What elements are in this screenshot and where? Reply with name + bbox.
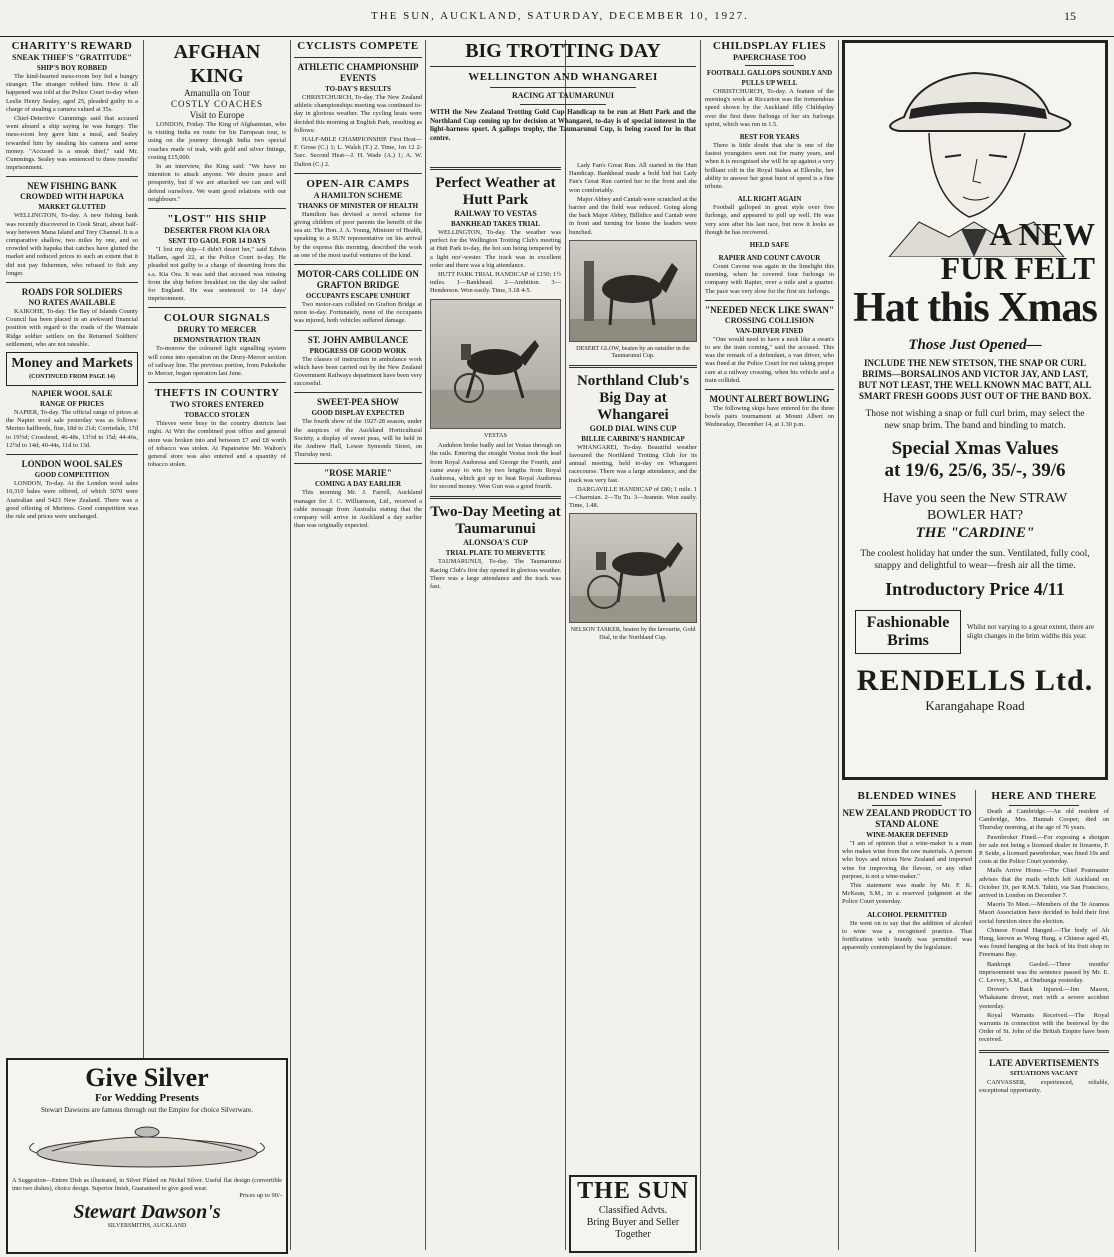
column-7 — [842, 790, 972, 1252]
headline: ST. JOHN AMBULANCE — [307, 334, 409, 345]
ad-question: Have you seen the New STRAW BOWLER HAT? — [882, 491, 1068, 523]
subheadline: SHIP'S BOY ROBBED — [36, 64, 108, 72]
box-subtitle: Classified Advts. — [598, 1205, 668, 1216]
subheadline: COMING A DAY EARLIER — [314, 480, 402, 489]
subheadline: DRURY TO MERCER — [177, 325, 257, 335]
article-paragraph: Thieves were busy in the country districts last night. At Wiri the combined post office and general store was broken into and between £7 and £8 worth of tobacco was stolen. At Papatoetoe Mr. Walton's general store was also entered and a quantity of tobacco stolen. — [148, 420, 286, 469]
photo-caption: NELSON TASKER, beaten by the favourite, Gold Dial, in the Northland Cup. — [570, 626, 696, 641]
divider — [705, 300, 834, 301]
article-paragraph: Lady Fan's Great Run. All started in the Hutt Handicap. Bankhead made a bold bid but Lady Fan's Great Run carried her to the front and she won comfortably. — [569, 162, 697, 194]
subheadline: NO RATES AVAILABLE — [28, 298, 116, 308]
headline: HERE AND THERE — [991, 790, 1097, 802]
ad-store-name: RENDELLS Ltd. — [856, 664, 1094, 697]
article-paragraph: NAPIER, To-day. The official range of prices at the Napier wool sale yesterday was as follows: Merino halfbreds, fine, 18d to 21d; Corriedale, 17d to 19½d; Crossbred, 46-48s, 13½d to 15d; 44-46s, 12½d to 14d; 40-44s, 11d to 13d. — [6, 409, 138, 449]
subheadline: RANGE OF PRICES — [40, 400, 104, 409]
headline: CHARITY'S REWARD — [11, 40, 133, 52]
desert-glow-photo — [569, 240, 697, 342]
ad-special: Special Xmas Values — [891, 438, 1059, 459]
article-paragraph: HUTT PARK TRIAL HANDICAP of £150; 1½ miles. 1—Bankhead. 2—Ambition. 3—Henderson. Won easily. Time, 3.18 4-5. — [430, 271, 561, 295]
ad-opened: Those Just Opened— — [908, 337, 1042, 353]
subheadline: SENT TO GAOL FOR 14 DAYS — [168, 237, 266, 246]
column-rule — [565, 40, 566, 1250]
subheadline: NAPIER WOOL SALE — [31, 389, 113, 399]
subheadline: WINE-MAKER DEFINED — [866, 831, 948, 839]
masthead-title: THE SUN, AUCKLAND, SATURDAY, DECEMBER 10, 1927. — [371, 10, 749, 22]
racehorse-illustration — [570, 241, 696, 341]
subheadline: OCCUPANTS ESCAPE UNHURT — [305, 292, 411, 301]
subheadline: CROSSING COLLISION — [724, 315, 815, 325]
ad-kicker: FUR FELT — [940, 250, 1095, 286]
article-paragraph: CHRISTCHURCH, To-day. A feature of the morning's work at Riccarton was the tremendous speed shown by the Auckland filly Childsplay over the first three furlongs of her six furlongs sprint, which was run in 1.5. — [705, 88, 834, 128]
divider — [979, 1050, 1109, 1053]
section-subhead: ALCOHOL PERMITTED — [867, 910, 947, 919]
headline: AFGHAN KING — [173, 41, 261, 87]
ad-caption: A Suggestion—Entree Dish as illustrated, in Silver Plated on Nickel Silver. Useful flat design (convertible into two dishes), choice design. Superior finish, Guaranteed to give good wear. — [12, 1177, 282, 1192]
article-paragraph: Hamilton has devised a novel scheme for giving children of poor parents the benefit of the sea air. The Hon. J. A. Young, Minister of Health, speaking to a SUN representative on his arrival by the express this morning, described the work as one of the most useful ventures of the kind. — [294, 210, 422, 259]
ad-brand-logo: Stewart Dawson's — [73, 1201, 221, 1224]
subheadline: DEMONSTRATION TRAIN — [173, 336, 261, 345]
divider — [148, 208, 286, 209]
article-paragraph: In an interview, the King said: "We have no intention to attack anyone. We desire peace and prosperity, but if we are attacked we can and will defend ourselves. We want good relations with our neighbours." — [148, 163, 286, 203]
headline: "ROSE MARIE" — [324, 468, 392, 479]
article-paragraph: LONDON, To-day. At the London wool sales 10,310 bales were offered, of which 3070 were Australian and 5423 New Zealand. There was a good offering of Merinos. Good competition was the rule and prices were unchanged. — [6, 480, 138, 520]
section-subhead: BEST FOR YEARS — [739, 133, 800, 142]
article-paragraph: Audubon broke badly and let Vestas through on the rails. Entering the straight Vestas took the lead from Royal Audoresa and George the Fourth, and came away to win by two lengths from Royal Audoresa, which got up to beat Royal Audoresa for second money. Won Gun was a good fourth. — [430, 442, 561, 491]
divider — [6, 282, 138, 283]
article-paragraph: "One would need to have a neck like a swan's to see the train coming," said the accused. This was the remark of a defendant, a van driver, who was fined at the Police Court for not taking proper care at a railway crossing, when his vehicle and a train collided. — [705, 335, 834, 384]
lede-paragraph: WITH the New Zealand Trotting Gold Cup Handicap to be run at Hutt Park and the Northland Cup coming up for decision at Whangarei, to-day is of special interest in the light-harness sport. A gallops trophy, the Taumarunui Cup, is being raced for in that centre. — [430, 108, 696, 142]
headline: COLOUR SIGNALS — [163, 312, 271, 325]
section-subhead: RAPIER AND COUNT CAVOUR — [718, 254, 821, 263]
headline: Northland Club's Big Day at Whangarei — [576, 372, 690, 423]
ad-subtitle: For Wedding Presents — [95, 1092, 199, 1104]
subheadline: THANKS OF MINISTER OF HEALTH — [297, 201, 419, 210]
article-paragraph: WHANGAREI, To-day. Beautiful weather favoured the Northland Trotting Club for its annual meeting, held to-day on Whangarei racecourse. There was a large attendance, and the track was very fast. — [569, 443, 697, 484]
trotting-horse-illustration — [431, 300, 560, 428]
subheadline: RAILWAY TO VESTAS — [454, 209, 537, 218]
subheadline: SITUATIONS VACANT — [1009, 1069, 1079, 1077]
subheadline: BILLIE CARBINE'S HANDICAP — [581, 434, 685, 443]
article-paragraph: TAUMARUNUI, To-day. The Taumarunui Racing Club's first day opened in glorious weather. There was a large attendance and the track was fast. — [430, 558, 561, 590]
headline: "LOST" HIS SHIP — [167, 213, 267, 226]
subheadline: Visit to Europe — [189, 110, 245, 120]
ad-headline: Hat this Xmas — [853, 285, 1097, 331]
headline: BIG TROTTING DAY — [465, 40, 661, 62]
sun-classified-box — [569, 1175, 697, 1253]
subheadline: GOOD DISPLAY EXPECTED — [311, 409, 405, 418]
column-8 — [979, 790, 1109, 1252]
subheadline: PAPERCHASE TOO — [732, 53, 807, 62]
divider — [294, 173, 422, 174]
ad-brims-title: Fashionable Brims — [855, 610, 961, 654]
vestas-photo — [430, 299, 561, 429]
news-brief: Maoris To Meet.—Members of the Te Aramoa Maori Association have decided to hold their first social function since the election. — [979, 901, 1109, 925]
divider — [1009, 805, 1079, 806]
silver-advertisement — [6, 1058, 288, 1254]
article-paragraph: To-morrow the coloured light signalling system will come into operation on the Drury-Mercer section of railway line. The previous portion, from Pukekohe to Mercer, began operation last June. — [148, 345, 286, 378]
article-paragraph: Count Cavour was again in the limelight this morning, when he covered four furlongs in company with Rapier, over a mile and a quarter. The pace was very slow for the first six furlongs. — [705, 263, 834, 295]
article-paragraph: WELLINGTON, To-day. The weather was perfect for the Wellington Trotting Club's meeting at Hutt Park to-day, the hot sun being tempered by a light nor'-wester. The track was in excellent order and there was a big attendance. — [430, 229, 561, 269]
divider — [294, 392, 422, 393]
column-6 — [705, 40, 834, 1252]
divider — [745, 65, 794, 66]
article-paragraph: There is little doubt that she is one of the fastest youngsters seen out for many years, and when it is recognised she will be up against a very brilliant colt in the Royal Stakes at Ellerslie, her ability to answer her great burst of speed is a fine tribute. — [705, 142, 834, 191]
ad-cardine-description: The coolest holiday hat under the sun. Ventilated, fully cool, snappy and delightful to wear—fresh air all the time. — [860, 549, 1090, 571]
news-brief: Pawnbroker Fined.—For exposing a shotgun for sale not being a licensed dealer in firearms, F. P. Seide, a licensed pawnbroker, was fined 10s and costs at the Police Court yesterday. — [979, 833, 1109, 866]
headline: Two-Day Meeting at Taumarunui — [430, 504, 561, 538]
divider — [520, 104, 606, 105]
rendells-hat-advertisement — [842, 40, 1108, 780]
column-rule — [290, 40, 291, 1250]
ad-store-address: Karangahape Road — [925, 698, 1025, 713]
subheadline: NEW ZEALAND PRODUCT TO STAND ALONE — [842, 808, 972, 829]
subheadline: TO-DAY'S RESULTS — [325, 85, 391, 93]
section-subhead: HELD SAFE — [749, 241, 790, 250]
divider — [705, 389, 834, 390]
subheadline: TWO STORES ENTERED — [170, 400, 264, 410]
ad-title: Give Silver — [85, 1063, 209, 1092]
subheadline: ALONSOA'S CUP — [463, 538, 528, 548]
ad-description: Those not wishing a snap or full curl brim, may select the new snap brim. The band and binding to match. — [865, 409, 1085, 431]
page-number: 15 — [1064, 9, 1076, 23]
photo-caption: VESTAS — [484, 431, 507, 439]
subheadline: FOOTBALL GALLOPS SOUNDLY AND PULLS UP WELL — [706, 69, 833, 87]
news-brief: Royal Warrants Received.—The Royal warrants in connection with the bestowal by the Order of St. John of the British Empire have been received. — [979, 1011, 1109, 1044]
subheadline: VAN-DRIVER FINED — [735, 326, 804, 335]
article-paragraph: CHRISTCHURCH, To-day. The New Zealand athletic championships meeting was continued to-day in glorious weather. The cycling heats were decided this morning at English Park, resulting as follows: — [294, 94, 422, 134]
divider — [294, 57, 422, 58]
article-paragraph: Major Abbey and Cantab were scratched at the barrier and the field was reduced. Going along the back Major Abbey, Billidice and Cantab were in front and turning for home the leaders were bunched. — [569, 195, 697, 236]
ad-price: Prices up to 90/- — [239, 1192, 282, 1200]
subheadline: WELLINGTON AND WHANGAREI — [468, 71, 658, 83]
article-paragraph: KAIKOHE, To-day. The Bay of Islands County Council has been placed in an awkward financial position with regard to the roads of the Waimate Ridge soldier settlers on the Returned Soldiers' settlement, who are not rateable. — [6, 308, 138, 348]
article-paragraph: LONDON, Friday. The King of Afghanistan, who is visiting India en route for his European tour, is using on the journey through India two special coaches made of teak, with gold and silver fittings, costing £15,000. — [148, 121, 286, 161]
article-paragraph: The kind-hearted mess-room boy fed a hungry stranger. The stranger robbed him. How it all happened was told at the Police Court to-day when Leslie Henry Sealey, aged 25, pleaded guilty to a charge of stealing a camera valued at 35s. — [6, 73, 138, 113]
divider — [6, 176, 138, 177]
ad-kicker: A NEW — [989, 216, 1095, 252]
article-paragraph: DARGAVILLE HANDICAP of £80; 1 mile. 1—Charmian. 2—Tu Tu. 3—Jeannie. Won easily. Time, 1.48. — [569, 485, 697, 510]
subheadline: COSTLY COACHES — [170, 99, 264, 109]
news-brief: Mails Arrive Home.—The Chief Postmaster advises that the mails which left Auckland on October 19, per R.M.S. Tahiti, via San Francisco, arrived in London on December 7. — [979, 867, 1109, 900]
trotting-banner — [430, 40, 696, 160]
article-paragraph: Two motor-cars collided on Grafton Bridge at noon to-day. Fortunately, none of the occupants was injured, both vehicles suffered damage. — [294, 301, 422, 325]
headline: NEW FISHING BANK — [27, 181, 117, 192]
subheadline: TOBACCO STOLEN — [184, 411, 250, 420]
article-paragraph: This statement was made by Mr. F. K. McKean, S.M., in a reserved judgment at the Police Court yesterday. — [842, 882, 972, 906]
headline: MOTOR-CARS COLLIDE ON GRAFTON BRIDGE — [297, 269, 419, 291]
ad-footer: SILVERSMITHS, AUCKLAND — [107, 1223, 187, 1230]
headline: BLENDED WINES — [857, 790, 957, 802]
headline: THEFTS IN COUNTRY — [154, 387, 280, 400]
headline: ROADS FOR SOLDIERS — [21, 287, 123, 298]
ad-cardine: THE "CARDINE" — [915, 525, 1035, 541]
ad-description: INCLUDE THE NEW STETSON, THE SNAP OR CURL BRIMS—BORSALINOS AND VICTOR JAY, AND LAST, BUT NOT LEAST, THE WELL KNOWN MAC BATT, ALL SMART FRESH GOODS JUST OUT OF THE BAND BOX. — [858, 358, 1092, 401]
subheadline: DESERTER FROM KIA ORA — [164, 226, 270, 236]
headline: LONDON WOOL SALES — [21, 459, 123, 470]
article-paragraph: The classes of instruction in ambulance work which have been carried out by the New Zealand Government Railways department have been very successful. — [294, 355, 422, 388]
box-title: THE SUN — [577, 1178, 689, 1204]
subheadline: GOOD COMPETITION — [34, 471, 110, 480]
article-paragraph: Chief-Detective Cummings said that accused went aboard a ship saying he was hungry. The mess-room boy gave him a meal, and Sealey rewarded him by stealing his camera and some money. "Accused is a sneak thief," said Mr. Cummings. Sealey was sentenced to three months' imprisonment. — [6, 115, 138, 172]
article-paragraph: "I lost my ship—I didn't desert her," said Edwin Hallam, aged 22, at the Police Court to-day. He pleaded not guilty to a charge of deserting from the s.s. Kia Ora. It was said that accused was missing from the ship before breakfast on the day she sailed for England. He was sentenced to 14 days' imprisonment. — [148, 246, 286, 303]
headline: MOUNT ALBERT BOWLING — [709, 394, 830, 405]
article-paragraph: The following skips have entered for the three bowls pairs tournament at Mount Albert on Wednesday, December 14, at 1.30 p.m. — [705, 405, 834, 429]
column-3 — [294, 40, 422, 1252]
headline: LATE ADVERTISEMENTS — [989, 1057, 1099, 1068]
news-brief: Drover's Back Injured.—Jim Mason, Whakatane drover, met with a severe accident yesterday. — [979, 986, 1109, 1010]
divider — [294, 463, 422, 464]
subheadline: CROWDED WITH HAPUKA — [20, 192, 124, 202]
ad-text: Stewart Dawsons are famous through out the Empire for choice Silverware. — [40, 1106, 254, 1114]
subheadline: (CONTINUED FROM PAGE 14) — [29, 374, 115, 381]
divider — [872, 805, 942, 806]
masthead — [0, 0, 1114, 37]
classified-ad: CANVASSER, experienced, reliable, exceptional opportunity. — [979, 1078, 1109, 1094]
divider — [430, 496, 561, 499]
column-rule — [838, 40, 839, 1250]
article-paragraph: The fourth show of the 1927-28 season, under the auspices of the Auckland Horticultural Society, a display of sweet peas, will be held in the Andrew Hall, Lower Symonds Street, on Thursday next. — [294, 418, 422, 459]
section-title: Money and Markets — [11, 356, 133, 372]
news-brief: Bankrupt Gaoled.—Three months' imprisonment was the sentence passed by Mr. E. C. Levvey, S.M., at Onehunga yesterday. — [979, 960, 1109, 985]
divider — [569, 365, 697, 368]
column-4 — [430, 162, 561, 1252]
divider — [430, 66, 696, 67]
section-box — [6, 352, 138, 386]
entree-dish-illustration — [12, 1117, 282, 1172]
subheadline: A HAMILTON SCHEME — [313, 190, 403, 200]
article-paragraph: HALF-MILE CHAMPIONSHIP. First Heat—F. Grose (C.) 1; L. Walsh (T.) 2. Time, 1m 12 2-5sec. Second Heat—J. H. Wade (A.) 1; A. W. Dalton (C.) 2. — [294, 136, 422, 168]
headline: "NEEDED NECK LIKE SWAN" — [705, 304, 834, 315]
headline: Perfect Weather at Hutt Park — [435, 175, 556, 208]
subheadline: PROGRESS OF GOOD WORK — [309, 346, 407, 355]
divider — [490, 87, 636, 88]
news-brief: Death at Cambridge.—An old resident of Cambridge, Mrs. Hannah Cooper, died on Thursday morning, at the age of 76 years. — [979, 808, 1109, 832]
headline: SWEET-PEA SHOW — [317, 397, 399, 408]
column-rule — [700, 40, 701, 1250]
subheadline: RACING AT TAUMARUNUI — [511, 91, 615, 100]
column-rule — [425, 40, 426, 1250]
divider — [430, 167, 561, 170]
divider — [148, 382, 286, 383]
box-text: Bring Buyer and Seller Together — [586, 1217, 680, 1240]
subheadline: BANKHEAD TAKES TRIAL — [450, 220, 541, 228]
section-subhead: ALL RIGHT AGAIN — [737, 195, 802, 204]
divider — [6, 454, 138, 455]
photo-caption: DESERT GLOW, beaten by an outsider in the Taumarunui Cup. — [576, 344, 690, 360]
divider — [148, 307, 286, 308]
subheadline: Amanulla on Tour — [184, 88, 250, 98]
article-paragraph: Football galloped in great style over five furlongs, and appeared to pull up well. He was very sore after his last race, but now it looks as though he has recovered. — [705, 204, 834, 236]
article-paragraph: "I am of opinion that a wine-maker is a man who makes wine from the raw materials. A person who buys and mixes New Zealand and imported wine for improving the flavour, or any other purpose, is not a wine-maker." — [842, 840, 972, 880]
headline: CYCLISTS COMPETE — [297, 40, 419, 52]
article-paragraph: He went on to say that the addition of alcohol to wine was a recognised practice. That fortification with brandy was permitted was apparently contemplated by the legislature. — [842, 919, 972, 952]
subheadline: TRIAL PLATE TO MERVETTE — [445, 549, 546, 558]
subheadline: SNEAK THIEF'S "GRATITUDE" — [12, 53, 132, 62]
column-5 — [569, 162, 697, 1252]
subheadline: ATHLETIC CHAMPIONSHIP EVENTS — [297, 62, 419, 83]
news-brief: Chinese Found Hanged.—The body of Ah Hung, known as Wong Hang, a Chinese aged 45, was found hanging at the back of his fruit shop in Freemans Bay. — [979, 926, 1109, 959]
headline: OPEN-AIR CAMPS — [306, 177, 410, 190]
divider — [294, 264, 422, 265]
article-paragraph: WELLINGTON, To-day. A new fishing bank was recently discovered in Cook Strait, about half-way between Mana Island and Tory Channel. It is a comparative shallow, two miles by one, and so crowded with hapuka that catches have glutted the market and reduced prices to such an extent that it did not pay fishermen, who refused to fish any longer. — [6, 212, 138, 277]
ad-intro-price: Introductory Price 4/11 — [885, 579, 1065, 599]
ad-prices: at 19/6, 25/6, 35/-, 39/6 — [884, 460, 1066, 481]
column-2 — [148, 40, 286, 1050]
nelson-tasker-photo — [569, 513, 697, 623]
subheadline: GOLD DIAL WINS CUP — [589, 423, 677, 433]
ad-brims-description: Whilst not varying to a great extent, there are slight changes in the brim widths this year. — [967, 623, 1094, 640]
subheadline: MARKET GLUTTED — [38, 203, 106, 212]
column-rule — [975, 790, 976, 1252]
divider — [294, 330, 422, 331]
headline: CHILDSPLAY FLIES — [712, 40, 827, 52]
sulky-horse-illustration — [570, 514, 696, 622]
article-paragraph: This morning Mr. J. Farrell, Auckland manager for J. C. Williamson, Ltd., received a cable message from Australia stating that the company will arrive in Auckland a day earlier than was originally expected. — [294, 489, 422, 530]
